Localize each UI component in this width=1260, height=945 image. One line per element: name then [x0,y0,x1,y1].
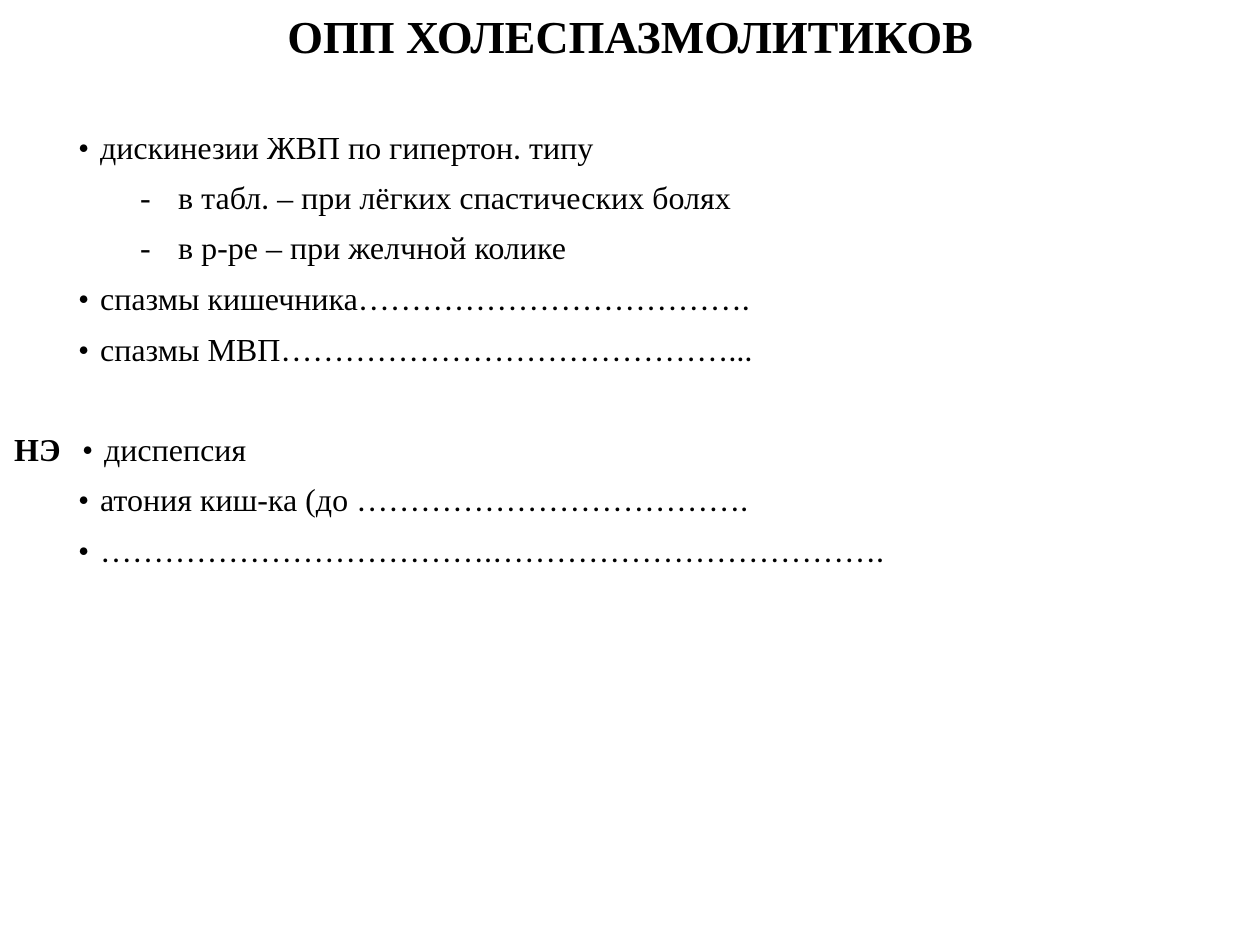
bullet-icon: • [78,533,90,569]
side-effects-label: НЭ [14,432,61,468]
sub-list-item-text: в табл. – при лёгких спастических болях [178,180,731,216]
bullet-icon: • [78,130,90,166]
list-item-text: атония киш-ка (до ………………………………. [100,482,749,518]
list-item [82,430,246,470]
list-item [78,531,884,571]
bullet-icon: • [78,332,90,368]
dash-icon: - [140,180,151,216]
bullet-icon: • [78,281,90,317]
list-item [78,330,752,370]
list-item-text: спазмы кишечника………………………………. [100,281,750,317]
bullet-icon: • [78,482,90,518]
list-item-text: дискинезии ЖВП по гипертон. типу [100,130,594,166]
sub-list-item-text: в р-ре – при желчной колике [178,230,566,266]
bullet-icon: • [82,432,94,468]
list-item [78,279,750,319]
list-item [78,128,593,168]
list-item-text: диспепсия [104,432,247,468]
list-item-text: спазмы МВП……………………………………... [100,332,753,368]
page-title: ОПП ХОЛЕСПАЗМОЛИТИКОВ [287,12,973,63]
list-item-text: ……………………………….………………………………. [100,533,884,569]
dash-icon: - [140,230,151,266]
sub-list-item [140,228,566,268]
sub-list-item [140,178,731,218]
list-item [78,480,748,520]
